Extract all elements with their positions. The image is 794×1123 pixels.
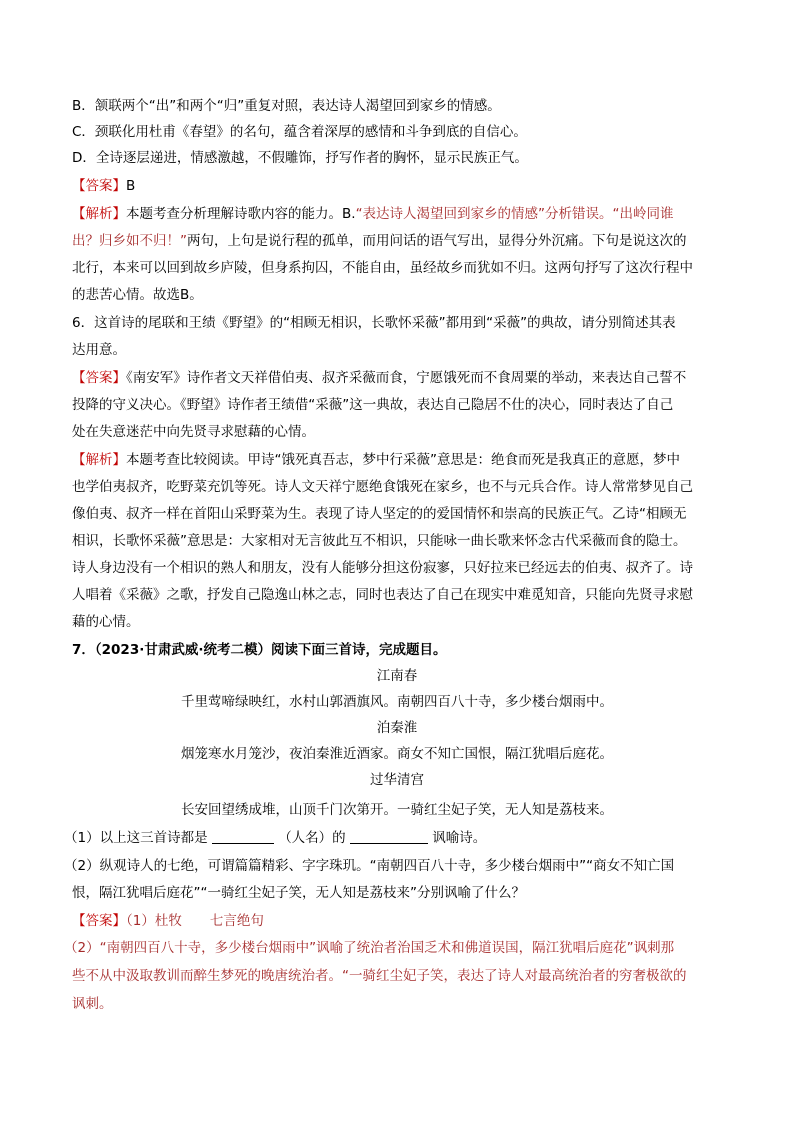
q6-answer-line [72,368,686,388]
q6-analysis-line: 诗人身边没有一个相识的熟人和朋友，没有人能够分担这份寂寥，只好拉来已经远去的伯夷、叔齐了。诗 [72,560,693,576]
sub1-text: 讽喻诗。 [432,830,487,846]
analysis-tag: 【解析】 [72,206,126,222]
q6-answer-line: 投降的守义决心。《野望》诗作者王绩借“采薇”这一典故，表达自己隐居不仕的决心，同时表达了自己 [72,397,674,413]
q7-answer-line: 些不从中汲取教训而醉生梦死的晚唐统治者。“一骑红尘妃子笑，表达了诗人对最高统治者的穷奢极欲的 [72,968,687,984]
answer-value: B [126,178,136,194]
poem-title: 江南春 [376,668,418,684]
q7-heading: 7．（2023·甘肃武威·统考二模）阅读下面三首诗，完成题目。 [72,642,447,658]
q6-analysis-line: 像伯夷、叔齐一样在首阳山采野菜为生。表现了诗人坚定的的爱国情怀和崇高的民族正气。乙诗“相顾无 [72,506,687,522]
q6-question: 6．这首诗的尾联和王绩《野望》的“相顾无相识，长歌怀采薇”都用到“采薇”的典故，请分别简述其表 [72,315,676,331]
sub1-text: （人名）的 [278,830,346,846]
q7-answer-line [72,911,264,931]
analysis-text: 本题考查比较阅读。甲诗“饿死真吾志，梦中行采薇”意思是：绝食而死是我真正的意愿，梦中 [126,452,680,468]
fill-blank-form[interactable] [350,829,428,844]
q6-analysis-line: 也学伯夷叔齐，吃野菜充饥等死。诗人文天祥宁愿绝食饿死在家乡，也不与元兵合作。诗人常常梦见自己 [72,479,693,495]
fill-blank-name[interactable] [212,829,274,844]
q7-answer-line: 讽刺。 [72,996,113,1012]
answer-text: 七言绝句 [209,913,264,929]
answer-tag: 【答案】 [72,178,126,194]
analysis-highlight: 出？归乡如不归！” [72,233,187,249]
option-d: D．全诗逐层递进，情感激越，不假雕饰，抒写作者的胸怀，显示民族正气。 [72,150,528,166]
answer-text: （1）杜牧 [126,913,182,929]
poem-text: 烟笼寒水月笼沙，夜泊秦淮近酒家。商女不知亡国恨，隔江犹唱后庭花。 [181,746,613,762]
analysis-highlight: “表达诗人渴望回到家乡的情感”分析错误。“出岭同谁 [355,206,674,222]
answer-text: 《南安军》诗作者文天祥借伯夷、叔齐采薇而食，宁愿饿死而不食周粟的举动，来表达自己誓不 [126,370,687,386]
poem-title: 过华清宫 [370,772,424,788]
analysis-tag: 【解析】 [72,452,126,468]
q5-analysis-line [72,204,674,224]
q6-answer-line: 处在失意迷茫中向先贤寻求慰藉的心情。 [72,424,315,440]
answer-tag: 【答案】 [72,913,126,929]
q7-sub1 [64,828,486,848]
q5-analysis-line [72,231,687,251]
q7-sub2: （2）纵观诗人的七绝，可谓篇篇精彩、字字珠玑。“南朝四百八十寺，多少楼台烟雨中”“商女不知亡国 [64,858,675,874]
q6-analysis-line: 藉的心情。 [72,614,140,630]
sub1-text: （1）以上这三首诗都是 [64,830,208,846]
option-c: C．颈联化用杜甫《春望》的名句，蕴含着深厚的感情和斗争到底的自信心。 [72,124,527,140]
poem-text: 千里莺啼绿映红，水村山郭酒旗风。南朝四百八十寺，多少楼台烟雨中。 [181,694,613,710]
q6-question: 达用意。 [72,342,126,358]
q5-analysis-line: 北行，本来可以回到故乡庐陵，但身系拘囚，不能自由，虽经故乡而犹如不归。这两句抒写了这次行程中 [72,260,693,276]
q6-analysis-line [72,450,680,470]
q6-analysis-line: 相识，长歌怀采薇”意思是：大家相对无言彼此互不相识，只能咏一曲长歌来怀念古代采薇而食的隐士。 [72,533,687,549]
q7-sub2: 恨，隔江犹唱后庭花”“一骑红尘妃子笑，无人知是荔枝来”分别讽喻了什么？ [72,885,525,901]
answer-tag: 【答案】 [72,370,126,386]
q7-answer-line: （2）“南朝四百八十寺，多少楼台烟雨中”讽喻了统治者治国乏术和佛道误国，隔江犹唱后庭花”讽刺那 [64,940,675,956]
q6-analysis-line: 人唱着《采薇》之歌，抒发自己隐逸山林之志，同时也表达了自己在现实中难觅知音，只能向先贤寻求慰 [72,587,693,603]
q5-analysis-line: 的悲苦心情。故选B。 [72,287,203,303]
poem-title: 泊秦淮 [376,720,418,736]
analysis-text: 本题考查分析理解诗歌内容的能力。B. [126,206,356,222]
analysis-text: 两句，上句是说行程的孤单，而用问话的语气写出，显得分外沉痛。下句是说这次的 [187,233,687,249]
option-b: B．颔联两个“出”和两个“归”重复对照，表达诗人渴望回到家乡的情感。 [72,98,501,114]
poem-text: 长安回望绣成堆，山顶千门次第开。一骑红尘妃子笑，无人知是荔枝来。 [181,802,613,818]
q5-answer [72,176,135,196]
